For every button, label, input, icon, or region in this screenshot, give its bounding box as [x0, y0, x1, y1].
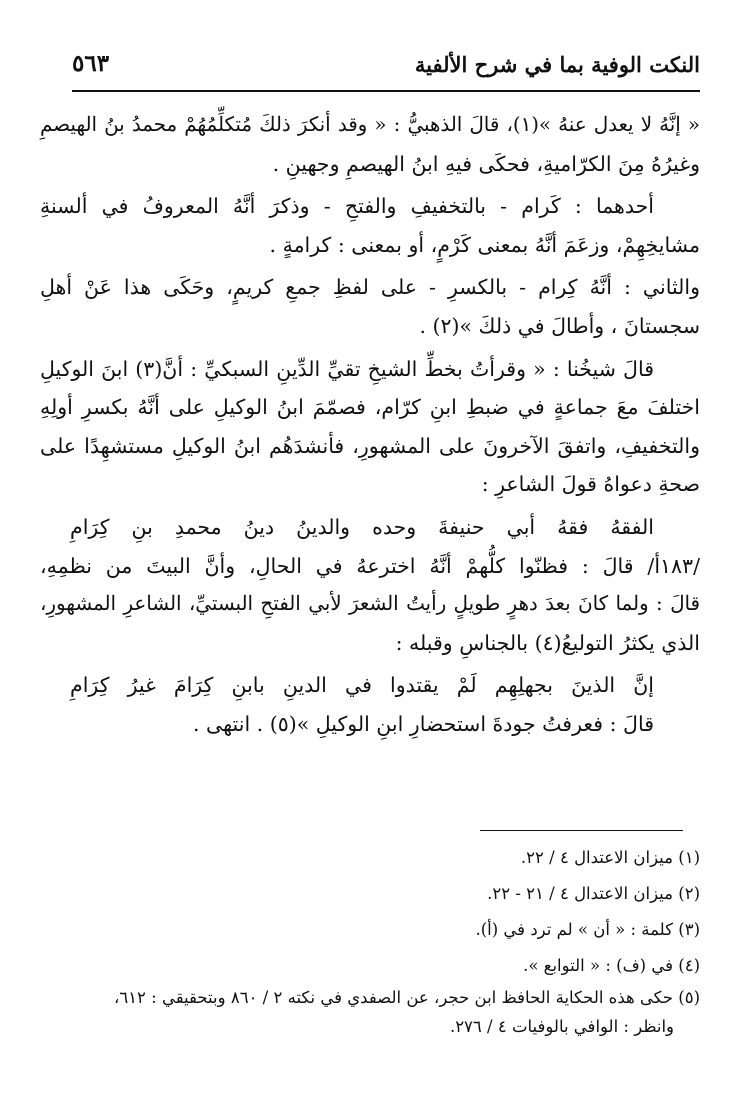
footnote-divider [480, 830, 683, 831]
footnote: (٥) حكى هذه الحكاية الحافظ ابن حجر، عن الصفدي في نكته ٢ / ٨٦٠ وبتحقيقي : ٦١٢، [113, 988, 700, 1007]
text-line: مشايخِهِمْ، وزعَمَ أنَّهُ بمعنى كَرْمٍ، أو بمعنى : كرامةٍ . [269, 232, 700, 257]
text-line: أحدهما : كَرام - بالتخفيفِ والفتحِ - وذكرَ أنَّهُ المعروفُ في ألسنةِ [40, 194, 654, 219]
text-line: قالَ : ولما كانَ بعدَ دهرٍ طويلٍ رأيتُ الشعرَ لأبي الفتحِ البستيِّ، الشاعرِ المشهورِ، [40, 592, 700, 616]
verse-line: إنَّ الذينَ بجهلِهِم لَمْ يقتدوا في الدينِ بابنِ كِرَامَ غيرُ كِرَامِ [70, 673, 654, 698]
footnote: (٢) ميزان الاعتدال ٤ / ٢١ - ٢٢. [487, 884, 700, 903]
verse-line: الفقهُ فقهُ أبي حنيفةَ وحده والدينُ دينُ محمدِ بنِ كِرَامِ [70, 514, 654, 539]
footnote: (١) ميزان الاعتدال ٤ / ٢٢. [520, 848, 700, 867]
text-line: والثاني : أنَّهُ كِرام - بالكسرِ - على لفظِ جمعِ كريمٍ، وحَكَى هذا عَنْ أهلِ [40, 275, 700, 300]
text-line: وغيرُهُ مِنَ الكرّاميةِ، فحكَى فيهِ ابنُ الهيصمِ وجهينِ . [272, 151, 700, 176]
text-line: والتخفيفِ، واتفقَ الآخرونَ على المشهورِ، فأنشدَهُم ابنُ الوكيلِ مستشهِدًا على [40, 433, 700, 458]
text-line: قالَ شيخُنا : « وقرأتُ بخطِّ الشيخِ تقيِّ الدِّينِ السبكيِّ : أنَّ(٣) ابنَ الوكيلِ [40, 356, 654, 381]
footnote: (٤) في (ف) : « التوابع ». [523, 956, 700, 975]
text-line: صحةِ دعواهُ قولَ الشاعرِ : [481, 472, 700, 497]
footnote-continuation: وانظر : الوافي بالوفيات ٤ / ٢٧٦. [449, 1017, 674, 1036]
text-line: اختلفَ معَ جماعةٍ في ضبطِ ابنِ كرّام، فصمّمَ ابنُ الوكيلِ على أنَّهُ بكسرِ أولِهِ [40, 395, 700, 420]
text-line: سجستانَ ، وأطالَ في ذلكَ »(٢) . [419, 313, 700, 338]
book-title: النكت الوفية بما في شرح الألفية [414, 52, 700, 77]
text-line: قالَ : فعرفتُ جودةَ استحضارِ ابنِ الوكيلِ »(٥) . انتهى . [192, 711, 654, 736]
main-text [40, 106, 700, 744]
text-line: « إنَّهُ لا يعدل عنهُ »(١)، قالَ الذهبيُّ : « وقد أنكرَ ذلكَ مُتكلِّمُهُمْ محمدُ بنُ الهيصمِ [40, 113, 701, 136]
page-number: ٥٦٣ [72, 50, 110, 77]
footnote: (٣) كلمة : « أن » لم ترد في (أ). [475, 920, 700, 939]
text-line: الذي يكثرُ التوليعُ(٤) بالجناسِ وقبله : [395, 630, 700, 655]
header-divider [72, 90, 700, 92]
footnotes [52, 840, 700, 1042]
text-line: /١٨٣أ/ قالَ : فظنّوا كلُّهمْ أنَّهُ اخترعهُ في الحالِ، وأنَّ البيتَ من نظمِهِ، [40, 553, 700, 578]
running-header [72, 46, 700, 86]
